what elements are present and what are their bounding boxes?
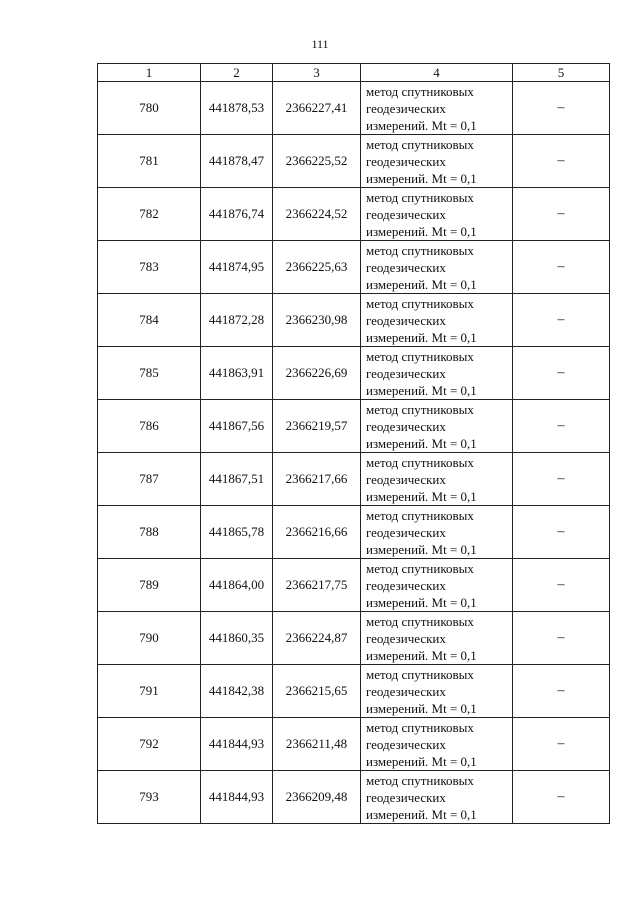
header-col-4: 4 <box>361 64 513 82</box>
point-number: 787 <box>98 453 201 506</box>
method-line-3: измерений. Mt = 0,1 <box>366 382 477 398</box>
table-header <box>98 64 610 82</box>
coordinate-x: 441860,35 <box>201 612 273 665</box>
table-row <box>98 506 610 559</box>
point-number: 790 <box>98 612 201 665</box>
coordinate-y: 2366225,52 <box>273 135 361 188</box>
method-line-2: геодезических <box>366 577 446 593</box>
method-line-2: геодезических <box>366 100 446 116</box>
header-col-2: 2 <box>201 64 273 82</box>
coordinate-y: 2366209,48 <box>273 771 361 824</box>
table-row <box>98 718 610 771</box>
method-line-3: измерений. Mt = 0,1 <box>366 700 477 716</box>
table-row <box>98 135 610 188</box>
point-number: 780 <box>98 82 201 135</box>
method-line-3: измерений. Mt = 0,1 <box>366 541 477 557</box>
coordinates-table <box>97 63 610 824</box>
coordinate-x: 441878,53 <box>201 82 273 135</box>
method-line-3: измерений. Mt = 0,1 <box>366 753 477 769</box>
page-number: 111 <box>311 37 329 51</box>
coordinate-x: 441872,28 <box>201 294 273 347</box>
table-row <box>98 294 610 347</box>
coordinate-y: 2366230,98 <box>273 294 361 347</box>
point-number: 785 <box>98 347 201 400</box>
point-number: 786 <box>98 400 201 453</box>
coordinate-y: 2366216,66 <box>273 506 361 559</box>
point-number: 788 <box>98 506 201 559</box>
coordinate-x: 441844,93 <box>201 718 273 771</box>
method-description <box>361 612 513 665</box>
note-dash: – <box>513 612 610 665</box>
header-col-5: 5 <box>513 64 610 82</box>
method-line-3: измерений. Mt = 0,1 <box>366 435 477 451</box>
table-row <box>98 188 610 241</box>
method-description <box>361 718 513 771</box>
note-dash: – <box>513 506 610 559</box>
method-line-1: метод спутниковых <box>366 666 474 682</box>
note-dash: – <box>513 559 610 612</box>
method-line-2: геодезических <box>366 206 446 222</box>
method-line-1: метод спутниковых <box>366 242 474 258</box>
point-number: 792 <box>98 718 201 771</box>
method-line-2: геодезических <box>366 736 446 752</box>
method-description <box>361 241 513 294</box>
point-number: 784 <box>98 294 201 347</box>
method-line-1: метод спутниковых <box>366 454 474 470</box>
header-col-1: 1 <box>98 64 201 82</box>
note-dash: – <box>513 400 610 453</box>
method-line-1: метод спутниковых <box>366 83 474 99</box>
method-description <box>361 771 513 824</box>
coordinate-x: 441867,51 <box>201 453 273 506</box>
note-dash: – <box>513 665 610 718</box>
method-line-2: геодезических <box>366 365 446 381</box>
method-line-3: измерений. Mt = 0,1 <box>366 647 477 663</box>
method-line-2: геодезических <box>366 153 446 169</box>
coordinate-x: 441874,95 <box>201 241 273 294</box>
coordinate-y: 2366224,52 <box>273 188 361 241</box>
table-body <box>98 82 610 824</box>
note-dash: – <box>513 82 610 135</box>
method-description <box>361 665 513 718</box>
table-row <box>98 559 610 612</box>
method-line-3: измерений. Mt = 0,1 <box>366 170 477 186</box>
method-line-1: метод спутниковых <box>366 772 474 788</box>
method-line-2: геодезических <box>366 683 446 699</box>
coordinate-x: 441863,91 <box>201 347 273 400</box>
point-number: 793 <box>98 771 201 824</box>
method-line-1: метод спутниковых <box>366 295 474 311</box>
coordinate-y: 2366219,57 <box>273 400 361 453</box>
table-row <box>98 400 610 453</box>
method-line-2: геодезических <box>366 524 446 540</box>
table-row <box>98 665 610 718</box>
point-number: 782 <box>98 188 201 241</box>
coordinate-x: 441878,47 <box>201 135 273 188</box>
note-dash: – <box>513 771 610 824</box>
table-row <box>98 347 610 400</box>
coordinate-y: 2366225,63 <box>273 241 361 294</box>
method-line-3: измерений. Mt = 0,1 <box>366 117 477 133</box>
method-description <box>361 294 513 347</box>
coordinate-x: 441876,74 <box>201 188 273 241</box>
method-description <box>361 347 513 400</box>
note-dash: – <box>513 241 610 294</box>
method-line-1: метод спутниковых <box>366 507 474 523</box>
point-number: 789 <box>98 559 201 612</box>
method-line-3: измерений. Mt = 0,1 <box>366 329 477 345</box>
header-row <box>98 64 610 82</box>
method-description <box>361 453 513 506</box>
point-number: 783 <box>98 241 201 294</box>
coordinate-y: 2366217,66 <box>273 453 361 506</box>
method-line-2: геодезических <box>366 418 446 434</box>
coordinate-y: 2366215,65 <box>273 665 361 718</box>
coordinate-y: 2366226,69 <box>273 347 361 400</box>
method-line-3: измерений. Mt = 0,1 <box>366 806 477 822</box>
method-line-2: геодезических <box>366 789 446 805</box>
method-description <box>361 135 513 188</box>
method-line-1: метод спутниковых <box>366 719 474 735</box>
table-row <box>98 82 610 135</box>
method-line-1: метод спутниковых <box>366 401 474 417</box>
coordinate-y: 2366227,41 <box>273 82 361 135</box>
method-line-1: метод спутниковых <box>366 560 474 576</box>
note-dash: – <box>513 135 610 188</box>
table-row <box>98 771 610 824</box>
method-line-2: геодезических <box>366 630 446 646</box>
method-line-2: геодезических <box>366 259 446 275</box>
note-dash: – <box>513 718 610 771</box>
point-number: 791 <box>98 665 201 718</box>
method-line-3: измерений. Mt = 0,1 <box>366 594 477 610</box>
coordinate-x: 441864,00 <box>201 559 273 612</box>
method-line-3: измерений. Mt = 0,1 <box>366 488 477 504</box>
header-col-3: 3 <box>273 64 361 82</box>
note-dash: – <box>513 294 610 347</box>
method-line-1: метод спутниковых <box>366 136 474 152</box>
table-row <box>98 453 610 506</box>
note-dash: – <box>513 347 610 400</box>
coordinate-y: 2366211,48 <box>273 718 361 771</box>
method-description <box>361 188 513 241</box>
method-description <box>361 82 513 135</box>
method-description <box>361 506 513 559</box>
coordinate-y: 2366224,87 <box>273 612 361 665</box>
method-description <box>361 559 513 612</box>
method-line-1: метод спутниковых <box>366 613 474 629</box>
method-line-3: измерений. Mt = 0,1 <box>366 276 477 292</box>
method-description <box>361 400 513 453</box>
method-line-1: метод спутниковых <box>366 348 474 364</box>
coordinate-x: 441844,93 <box>201 771 273 824</box>
coordinate-x: 441842,38 <box>201 665 273 718</box>
note-dash: – <box>513 453 610 506</box>
method-line-2: геодезических <box>366 312 446 328</box>
note-dash: – <box>513 188 610 241</box>
method-line-3: измерений. Mt = 0,1 <box>366 223 477 239</box>
method-line-2: геодезических <box>366 471 446 487</box>
coordinate-y: 2366217,75 <box>273 559 361 612</box>
table-row <box>98 241 610 294</box>
method-line-1: метод спутниковых <box>366 189 474 205</box>
coordinate-x: 441867,56 <box>201 400 273 453</box>
table-row <box>98 612 610 665</box>
coordinate-x: 441865,78 <box>201 506 273 559</box>
point-number: 781 <box>98 135 201 188</box>
